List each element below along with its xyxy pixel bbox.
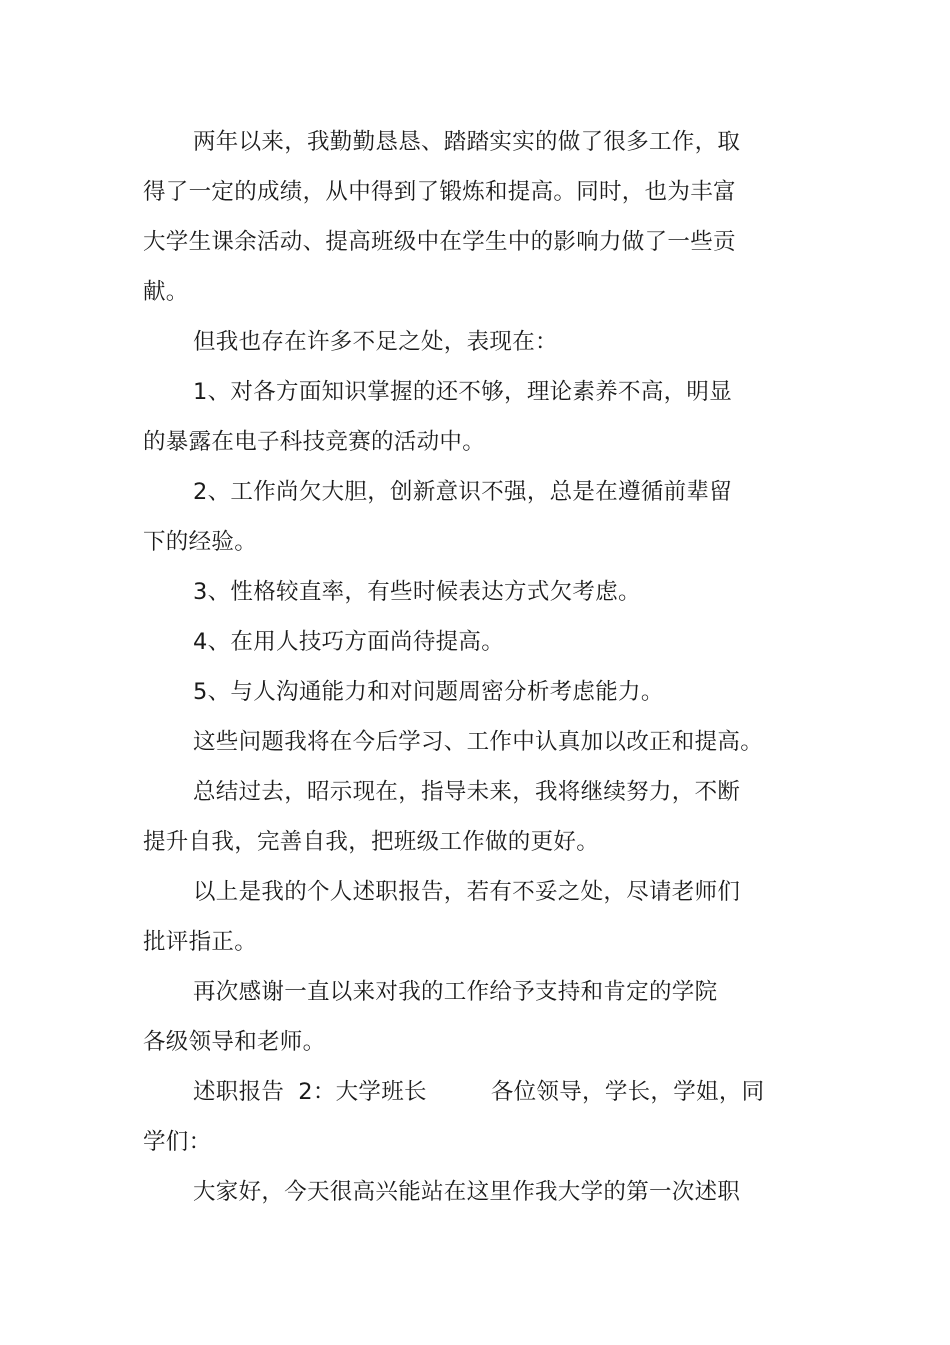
paragraph-line: 学们： (143, 1129, 212, 1155)
paragraph-line: 提升自我，完善自我，把班级工作做的更好。 (143, 829, 600, 855)
paragraph-line: 总结过去，昭示现在，指导未来，我将继续努力，不断 (193, 779, 741, 805)
list-item-line: 1、对各方面知识掌握的还不够，理论素养不高，明显 (193, 379, 733, 405)
paragraph-line: 以上是我的个人述职报告，若有不妥之处，尽请老师们 (193, 879, 741, 905)
paragraph-line: 再次感谢一直以来对我的工作给予支持和肯定的学院 (193, 979, 718, 1005)
list-item-line: 的暴露在电子科技竞赛的活动中。 (143, 429, 486, 455)
report-heading-line (193, 1078, 764, 1106)
list-item-line: 下的经验。 (143, 529, 258, 555)
list-item-line: 5、与人沟通能力和对问题周密分析考虑能力。 (193, 679, 664, 705)
paragraph-line: 这些问题我将在今后学习、工作中认真加以改正和提高。 (193, 729, 764, 755)
report-heading-number: 2：大学班长 (298, 1079, 427, 1105)
paragraph-line: 献。 (143, 279, 189, 305)
list-item-line: 2、工作尚欠大胆，创新意识不强，总是在遵循前辈留 (193, 479, 733, 505)
list-item-line: 4、在用人技巧方面尚待提高。 (193, 629, 505, 655)
paragraph-line: 两年以来，我勤勤恳恳、踏踏实实的做了很多工作，取 (193, 129, 741, 155)
list-item-line: 3、性格较直率，有些时候表达方式欠考虑。 (193, 579, 641, 605)
report-heading-greeting: 各位领导，学长，学姐，同 (490, 1079, 765, 1105)
paragraph-line: 但我也存在许多不足之处，表现在： (193, 329, 558, 355)
report-heading-title: 述职报告 (193, 1079, 285, 1105)
paragraph-line: 大家好，今天很高兴能站在这里作我大学的第一次述职 (193, 1179, 741, 1205)
paragraph-line: 得了一定的成绩，从中得到了锻炼和提高。同时，也为丰富 (143, 179, 736, 205)
paragraph-line: 各级领导和老师。 (143, 1029, 326, 1055)
paragraph-line: 大学生课余活动、提高班级中在学生中的影响力做了一些贡 (143, 229, 736, 255)
paragraph-line: 批评指正。 (143, 929, 258, 955)
